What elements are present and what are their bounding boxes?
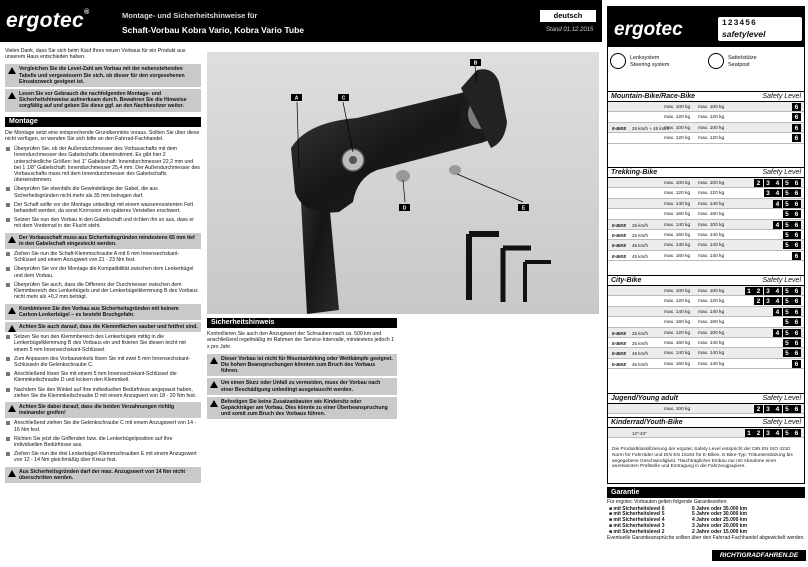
notice-box: Aus Sicherheitsgründen darf der max. Anzugswert von 14 Nm nicht überschritten werden.: [5, 467, 201, 483]
list-item: Setzen Sie nun den Klemmbereich des Lenkerbügels mittig in die Lenkerbügelklemmung B des Vorbaus ein und fixieren Sie diesen leicht mit einem 5 mm Innensechskant-Schlüssel.: [5, 334, 201, 353]
cell-m2: max. 120 kg: [698, 299, 725, 305]
table-row: [608, 209, 804, 219]
level-box: 2: [754, 429, 763, 437]
label-d: [399, 204, 410, 212]
cell-sp: 25 km/h: [632, 232, 649, 238]
cell-sp: 45 km/h: [632, 351, 649, 357]
level-box: 6: [792, 252, 801, 260]
cell-m1: max. 100 kg: [664, 289, 691, 294]
level-box: 6: [792, 134, 801, 142]
level-box: 6: [792, 113, 801, 121]
guarantee-period: 5 Jahre oder 30.000 km: [692, 511, 748, 518]
list-item: Richten Sie jetzt die Griffenden bzw. die Lenkerbügelposition auf Ihre individuellen Bedürfnisse aus.: [5, 436, 201, 448]
label-b: [470, 59, 481, 67]
table-row: [608, 188, 804, 198]
bullet-icon: [6, 252, 10, 256]
level-numbers: 123456: [722, 19, 757, 28]
cell-m2: max. 140 kg: [698, 361, 725, 367]
level-box: 4: [773, 405, 782, 413]
safety-level-panel: [607, 6, 805, 484]
cell-sp: 25 km/h: [632, 222, 649, 228]
table-row: [608, 220, 804, 230]
guarantee-level: ■ mit Sicherheitslevel 5: [609, 511, 665, 518]
level-indicator: [773, 221, 802, 229]
level-box: 3: [764, 297, 773, 305]
level-box: 4: [773, 329, 782, 337]
cell-eb: E-BIKE: [612, 340, 627, 346]
notice-box: Der Vorbauschaft muss aus Sicherheitsgründen mindestens 65 mm tief in den Gabelschaft eingesteckt werden.: [5, 233, 201, 249]
ergotec-logo: ergotec®: [6, 9, 90, 32]
stem-product-image: [207, 52, 599, 314]
bullet-icon: [6, 147, 10, 151]
bullet-icon: [6, 452, 10, 456]
cell-m2: max. 140 kg: [698, 351, 725, 357]
bullet-icon: [6, 267, 10, 271]
cell-m2: max. 140 kg: [698, 232, 725, 238]
level-indicator: [782, 349, 801, 357]
table-row: [608, 240, 804, 250]
bullet-icon: [6, 218, 10, 222]
notice-box: Um einen Sturz oder Unfall zu vermeiden, muss der Vorbau nach einer Beschädigung unbedingt ausgetauscht werden.: [207, 378, 397, 394]
safety-level-label: Safety Level: [762, 277, 801, 284]
category-0: [608, 91, 804, 144]
cell-m2: max. 160 kg: [698, 212, 725, 218]
level-box: 6: [792, 231, 801, 239]
cell-m2: max. 120 kg: [698, 191, 725, 197]
montage-heading: Montage: [5, 117, 201, 127]
list-item: Anschließend ziehen Sie die Gelenkschraube C mit einem Anzugswert von 14 - 16 Nm fest.: [5, 420, 201, 432]
page-title: Schaft-Vorbau Kobra Vario, Kobra Vario Tube: [122, 25, 304, 35]
list-item: Überprüfen Sie, ob der Außendurchmesser des Vorbauschafts mit dem Innendurchmesser des Gabelschafts übereinstimmt. Es gibt hier 2 unterschiedliche Größen: bei 1" Gabelschaft: Innendurchmesser 22,2 mm und bei 1 1/8" Gabelschaft: Innendurchmesser 25,4 mm. Der Außendurchmesser des Vorbauschafts muss mit dem Innendurchmesser des Gabelschafts übereinstimmen.: [5, 146, 201, 183]
cell-eb: E-BIKE: [612, 361, 627, 367]
level-box: 5: [783, 297, 792, 305]
notice-box: Achten Sie auch darauf, dass die Klemmflächen sauber und fettfrei sind.: [5, 322, 201, 332]
cell-m2: max. 100 kg: [698, 289, 725, 294]
level-indicator: [782, 241, 801, 249]
list-item: Ziehen Sie nun die Schaft-Klemmschraube A mit 6 mm Innensechskant-Schlüssel und einem Anzugwert von 21 - 23 Nm fest.: [5, 251, 201, 263]
table-row: [608, 359, 804, 369]
warning-icon: [8, 470, 16, 477]
level-box: 6: [792, 200, 801, 208]
cell-sp: 25 km/h + 45 km/h: [632, 125, 670, 131]
cell-m2: max. 100 kg: [698, 181, 725, 186]
list-item: Überprüfen Sie auch, dass die Differenz der Durchmesser zwischen dem Klemmbereich des Lenkerbügels und der Lenkerbügelklemmung B des Vorbaus nicht mehr als +0,2 mm beträgt.: [5, 282, 201, 301]
stem-illustration: [207, 52, 599, 314]
category-name: Mountain-Bike/Race-Bike: [611, 93, 696, 100]
level-indicator: [754, 297, 802, 305]
bullet-icon: [6, 203, 10, 207]
cell-eb: E-BIKE: [612, 330, 627, 336]
table-row: [608, 102, 804, 112]
guarantee-level: ■ mit Sicherheitslevel 2: [609, 528, 665, 535]
guarantee-row: [607, 529, 805, 535]
level-box: 5: [783, 329, 792, 337]
category-name: City-Bike: [611, 277, 642, 284]
level-indicator: [773, 200, 802, 208]
cell-m2: max. 140 kg: [698, 253, 725, 259]
level-box: 6: [792, 297, 801, 305]
bullet-icon: [6, 357, 10, 361]
cell-sp: 45 km/h: [632, 243, 649, 249]
label-a: [291, 94, 302, 102]
level-indicator: [754, 405, 802, 413]
level-box: 6: [792, 318, 801, 326]
version-date: Stand 01.12.2015: [546, 27, 594, 33]
level-box: 5: [783, 231, 792, 239]
level-indicator: [744, 287, 801, 295]
cell-sp: 45 km/h: [632, 253, 649, 259]
svg-text:E: E: [521, 205, 526, 212]
steering-system: Lenksystem Steering system: [608, 49, 704, 89]
guarantee-footer: Eventuelle Garantieansprüche sollten über den Fahrrad-Fachhandel abgewickelt werden.: [607, 534, 805, 541]
warning-icon: [210, 381, 218, 388]
table-row: [608, 112, 804, 122]
level-indicator: [792, 360, 802, 368]
level-box: 5: [783, 339, 792, 347]
cell-m1: max. 160 kg: [664, 212, 691, 218]
level-box: 4: [773, 287, 782, 295]
panel-header: [608, 7, 804, 47]
level-box: 6: [792, 308, 801, 316]
table-row: [608, 307, 804, 317]
level-box: 5: [783, 210, 792, 218]
safety-heading: Sicherheitshinweis: [207, 318, 397, 328]
category-header: [608, 91, 804, 102]
category-2: [608, 275, 804, 369]
list-item: Überprüfen Sie vor der Montage die Kompatibilität zwischen dem Lenkerbügel und dem Vorbau.: [5, 266, 201, 278]
cell-m1: max. 140 kg: [664, 201, 691, 207]
notice-box: Kombinieren Sie den Vorbau aus Sicherheitsgründen mit keinem Carbon-Lenkerbügel – es besteht Bruchgefahr.: [5, 304, 201, 320]
svg-text:D: D: [402, 205, 407, 212]
level-box: 6: [792, 103, 801, 111]
website-link[interactable]: RICHTIGRADFAHREN.DE: [712, 550, 806, 561]
category-4: [608, 417, 804, 438]
guarantee-period: 4 Jahre oder 25.000 km: [692, 517, 748, 524]
cell-m1: max. 120 kg: [664, 299, 691, 305]
bullet-icon: [6, 335, 10, 339]
bullet-icon: [6, 388, 10, 392]
cell-m2: max. 100 kg: [698, 125, 725, 131]
level-box: 1: [745, 287, 754, 295]
header-subtitle: Montage- und Sicherheitshinweise für: [122, 11, 258, 20]
level-box: 4: [773, 297, 782, 305]
list-item: Nachdem Sie den Winkel auf Ihre individuellen Bedürfnisse angepasst haben, ziehen Sie die Klemmkeilschraube D mit einem Anzugwert von 18 - 20 Nm fest.: [5, 387, 201, 399]
guarantee-rows: [607, 506, 805, 535]
guarantee-period: 2 Jahre oder 15.000 km: [692, 528, 748, 535]
table-row: [608, 296, 804, 306]
level-box: 5: [783, 287, 792, 295]
cell-sp: 12"-24": [632, 431, 647, 436]
table-row: [608, 328, 804, 338]
cell-m1: max. 160 kg: [664, 232, 691, 238]
table-row: [608, 251, 804, 261]
category-name: Kinderrad/Youth-Bike: [611, 419, 683, 426]
level-box: 5: [783, 429, 792, 437]
guarantee-level: ■ mit Sicherheitslevel 4: [609, 517, 665, 524]
level-box: 3: [764, 287, 773, 295]
safety-notice: [207, 318, 397, 421]
level-box: 6: [792, 287, 801, 295]
notice-box: Lesen Sie vor Gebrauch die nachfolgenden Montage- und Sicherheitshinweise aufmerksam durch. Bewahren Sie die Hinweise sorgfältig auf und geben Sie diese ggf. an den Nachbesitzer weiter.: [5, 89, 201, 112]
cell-m1: max. 160 kg: [664, 253, 691, 259]
svg-text:B: B: [473, 60, 478, 67]
level-label: safetylevel: [722, 29, 766, 39]
cell-m2: max. 140 kg: [698, 243, 725, 249]
level-box: 5: [783, 308, 792, 316]
level-box: 6: [792, 210, 801, 218]
level-box: 6: [792, 221, 801, 229]
level-box: 5: [783, 349, 792, 357]
guarantee-heading: Garantie: [607, 487, 805, 498]
level-indicator: [792, 124, 802, 132]
notice-box: Vergleichen Sie die Level-Zahl am Vorbau mit der nebenstehenden Tabelle und vergewissern Sie sich, ob dieser für den vorgesehenen Einsatzzweck geeignet ist.: [5, 64, 201, 87]
warning-icon: [8, 92, 16, 99]
montage-intro: Die Montage setzt eine entsprechende Grundkenntnis voraus. Sollten Sie über diese nicht verfügen, so wenden Sie sich bitte an den Fahrrad-Fachhandel.: [5, 129, 200, 143]
list-item: Setzen Sie nun den Vorbau in den Gabelschaft und richten ihn so aus, dass er mit dem Vorderrad in der Flucht steht.: [5, 217, 201, 229]
table-row: [608, 133, 804, 143]
category-header: [608, 393, 804, 404]
cell-m2: max. 100 kg: [698, 222, 725, 228]
level-box: 5: [783, 200, 792, 208]
warning-icon: [210, 357, 218, 364]
list-item: Ziehen Sie nun die drei Lenkerbügel-Klemmschrauben E mit einem Anzugswert von 12 - 14 Nm gleichmäßig über Kreuz fest.: [5, 451, 201, 463]
cell-m2: max. 100 kg: [698, 330, 725, 336]
warning-icon: [8, 67, 16, 74]
notice-box: Dieser Vorbau ist nicht für Mountainbiking oder Wettkämpfe geeignet. Die hohen Beanspruchungen könnten zum Bruch des Vorbaus führen.: [207, 354, 397, 377]
category-3: [608, 393, 804, 414]
level-indicator: [792, 252, 802, 260]
level-box: 5: [783, 318, 792, 326]
level-box: 3: [764, 405, 773, 413]
level-box: 2: [754, 297, 763, 305]
list-item: Überprüfen Sie ebenfalls die Gewindelänge der Gabel, die aus Sicherheitsgründen nicht mehr als 35 mm betragen darf.: [5, 186, 201, 198]
cell-m2: max. 100 kg: [698, 105, 725, 110]
cell-eb: E-BIKE: [612, 125, 627, 131]
level-box: 3: [764, 189, 773, 197]
level-indicator: [792, 134, 802, 142]
table-row: [608, 230, 804, 240]
level-indicator: [792, 103, 802, 111]
safety-intro: Kontrollieren Sie auch den Anzugswert der Schrauben nach ca. 500 km und anschließend regelmäßig im Rahmen der Service-Intervalle, mindestens jedoch 1 x pro Jahr.: [207, 331, 395, 350]
level-box: 6: [792, 339, 801, 347]
cell-eb: E-BIKE: [612, 222, 627, 228]
cell-m1: max. 100 kg: [664, 181, 691, 186]
list-item: Anschließend lösen Sie mit einem 5 mm Innensechskant-Schlüssel die Klemmkeilschraube D und lockern den Klemmkeil.: [5, 371, 201, 383]
bullet-icon: [6, 421, 10, 425]
guarantee-period: 3 Jahre oder 20.000 km: [692, 522, 748, 529]
cell-m1: max. 100 kg: [664, 105, 691, 110]
level-indicator: [773, 308, 802, 316]
level-box: 6: [792, 429, 801, 437]
guarantee-intro: Für ergotec Vorbauten gelten folgende Garantiezeiten:: [607, 499, 728, 505]
cell-m1: max. 100 kg: [664, 125, 691, 131]
level-box: 6: [792, 405, 801, 413]
intro-text: Vielen Dank, dass Sie sich beim Kauf Ihres neuen Vorbaus für ein Produkt aus unserem Haus entschieden haben.: [5, 48, 186, 61]
level-box: 6: [792, 360, 801, 368]
level-indicator: [773, 329, 802, 337]
level-box: 6: [792, 329, 801, 337]
cell-m1: max. 160 kg: [664, 361, 691, 367]
level-indicator: [744, 429, 801, 437]
safety-level-label: Safety Level: [762, 93, 801, 100]
level-indicator: [782, 231, 801, 239]
guarantee-level: ■ mit Sicherheitslevel 3: [609, 522, 665, 529]
level-box: 2: [754, 405, 763, 413]
cell-m1: max. 120 kg: [664, 191, 691, 197]
level-indicator: [754, 179, 802, 187]
level-box: 2: [754, 287, 763, 295]
cell-m1: max. 140 kg: [664, 222, 691, 228]
level-box: 4: [773, 221, 782, 229]
bullet-icon: [6, 187, 10, 191]
label-c: [338, 94, 349, 102]
cell-m2: max. 160 kg: [698, 320, 725, 326]
category-name: Trekking-Bike: [611, 169, 658, 176]
header-bar: [0, 0, 602, 42]
cell-sp: 25 km/h: [632, 340, 649, 346]
cell-m1: max. 160 kg: [664, 320, 691, 326]
level-box: 4: [773, 429, 782, 437]
cell-m1: max. 120 kg: [664, 115, 691, 121]
cell-sp: 45 km/h: [632, 361, 649, 367]
ergotec-logo: ergotec: [614, 19, 683, 40]
warning-icon: [8, 325, 16, 332]
list-item: Der Schaft sollte vor der Montage unbedingt mit einem wasserresistenten Fett behandelt werden, da sonst Korrosion ein späteres Verstellen erschwert.: [5, 202, 201, 214]
cell-m2: max. 120 kg: [698, 115, 725, 121]
svg-text:C: C: [341, 95, 346, 102]
table-row: [608, 348, 804, 358]
level-box: 5: [783, 405, 792, 413]
safety-level-label: Safety Level: [762, 419, 801, 426]
cell-eb: E-BIKE: [612, 232, 627, 238]
level-box: 4: [773, 308, 782, 316]
table-row: [608, 178, 804, 188]
level-box: 5: [783, 179, 792, 187]
safety-level-badge: [718, 17, 802, 41]
category-header: [608, 275, 804, 286]
warning-icon: [8, 405, 16, 412]
level-box: 5: [783, 241, 792, 249]
guarantee-level: ■ mit Sicherheitslevel 6: [609, 505, 665, 512]
cell-m2: max. 140 kg: [698, 309, 725, 315]
table-row: [608, 123, 804, 133]
table-row: [608, 286, 804, 296]
level-box: 5: [783, 221, 792, 229]
bullet-icon: [6, 437, 10, 441]
table-row: [608, 317, 804, 327]
table-row: [608, 428, 804, 438]
cell-eb: E-BIKE: [612, 253, 627, 259]
bullet-icon: [6, 283, 10, 287]
level-box: 2: [754, 179, 763, 187]
level-box: 6: [792, 189, 801, 197]
guarantee-period: 6 Jahre oder 35.000 km: [692, 505, 748, 512]
cell-m1: max. 160 kg: [664, 340, 691, 346]
steering-icon: [610, 53, 626, 69]
cell-m1: max. 140 kg: [664, 351, 691, 357]
level-box: 6: [792, 124, 801, 132]
cell-m1: max. 140 kg: [664, 309, 691, 315]
notice-box: Achten Sie dabei darauf, dass die beiden Verzahnungen richtig ineinander greifen!: [5, 402, 201, 418]
cell-m1: max. 120 kg: [664, 330, 691, 336]
cell-m2: max. 120 kg: [698, 136, 725, 142]
level-box: 1: [745, 429, 754, 437]
seatpost-icon: [708, 53, 724, 69]
category-name: Jugend/Young adult: [611, 395, 679, 402]
level-indicator: [792, 113, 802, 121]
warning-icon: [8, 307, 16, 314]
table-row: [608, 199, 804, 209]
cell-m2: max. 140 kg: [698, 201, 725, 207]
level-box: 3: [764, 429, 773, 437]
warning-icon: [210, 400, 218, 407]
cell-m1: max. 140 kg: [664, 243, 691, 249]
level-indicator: [763, 189, 801, 197]
level-box: 4: [773, 179, 782, 187]
safety-level-label: Safety Level: [762, 395, 801, 402]
level-indicator: [782, 318, 801, 326]
list-item: Zum Anpassen des Vorbauwinkels lösen Sie mit zwei 5 mm Innensechskant-Schlüsseln die Gelenkschraube C.: [5, 356, 201, 368]
seatpost-system: Sattelstütze Seatpost: [706, 49, 802, 89]
category-1: [608, 167, 804, 261]
level-box: 6: [792, 241, 801, 249]
level-box: 6: [792, 349, 801, 357]
safety-level-label: Safety Level: [762, 169, 801, 176]
instructions-column: [5, 48, 201, 485]
level-box: 4: [773, 189, 782, 197]
cell-m1: max. 100 kg: [664, 407, 691, 412]
table-row: [608, 338, 804, 348]
cell-eb: E-BIKE: [612, 351, 627, 357]
language-badge: deutsch: [540, 10, 596, 22]
level-indicator: [782, 210, 801, 218]
notice-box: Befestigen Sie keine Zusatzanbauten wie Kindersitz oder Gepäckträger am Vorbau. Dies könnte zu einer Überbeanspruchung und somit zum Bruch des Vorbaus führen.: [207, 397, 397, 420]
cell-sp: 25 km/h: [632, 330, 649, 336]
level-box: 6: [792, 179, 801, 187]
level-box: 3: [764, 179, 773, 187]
level-box: 5: [783, 189, 792, 197]
cell-m1: max. 120 kg: [664, 136, 691, 142]
table-row: [608, 404, 804, 414]
cell-eb: E-BIKE: [612, 243, 627, 249]
category-header: [608, 167, 804, 178]
svg-text:A: A: [294, 95, 299, 102]
level-indicator: [782, 339, 801, 347]
category-header: [608, 417, 804, 428]
warning-icon: [8, 236, 16, 243]
cell-m2: max. 140 kg: [698, 340, 725, 346]
label-e: [518, 204, 529, 212]
classification-note: Die Produktklassifizierung der ergotec Safety Level entspricht der DIN EN ISO 4210 Norm für Fahrräder und DIN EN 15194 für E-Bikes. E-Bike-Typ: Trittunterstützung bis angegebene Geschwindigkeit. *Nachträglicher Einbau nur mit Abnahme einer anerkannten Prüfstelle und Eintragung in die Fahrzeugpapiere.: [612, 447, 793, 470]
bullet-icon: [6, 372, 10, 376]
level-box: 4: [773, 200, 782, 208]
